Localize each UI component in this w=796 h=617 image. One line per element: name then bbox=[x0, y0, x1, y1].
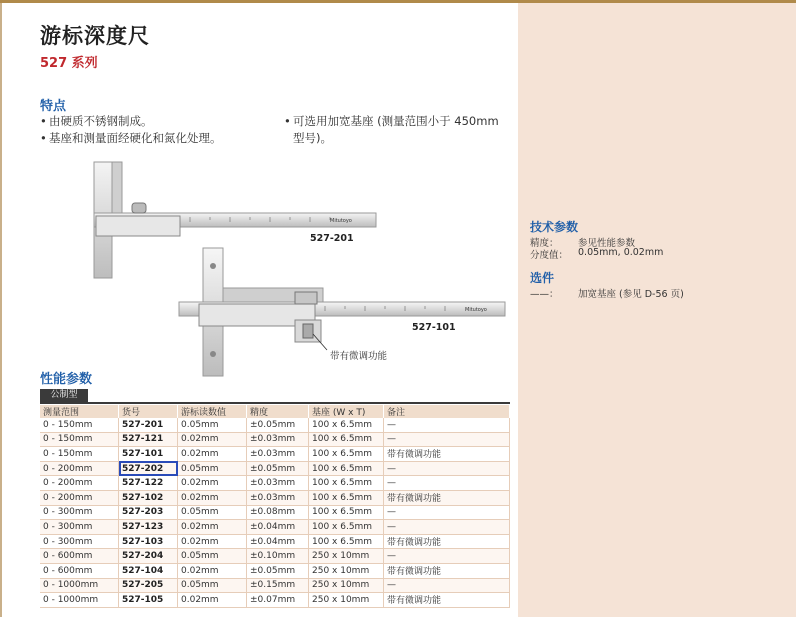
resolution-cell: 0.02mm bbox=[178, 432, 247, 447]
bullet-icon: • bbox=[40, 114, 47, 128]
col-remarks: 备注 bbox=[384, 405, 510, 418]
remarks-cell: — bbox=[384, 476, 510, 491]
base-cell: 100 x 6.5mm bbox=[309, 476, 384, 491]
remarks-cell: — bbox=[384, 505, 510, 520]
range-cell: 0 - 600mm bbox=[40, 563, 119, 578]
remarks-cell: — bbox=[384, 520, 510, 535]
tech-value-accuracy: 参见性能参数 bbox=[578, 238, 636, 249]
metric-tag: 公制型 bbox=[40, 389, 88, 402]
callout-fine-adjust: 带有微调功能 bbox=[330, 351, 388, 362]
right-side-panel bbox=[518, 3, 796, 617]
base-cell: 100 x 6.5mm bbox=[309, 447, 384, 462]
feature-item-2 bbox=[40, 130, 222, 146]
resolution-cell: 0.05mm bbox=[178, 549, 247, 564]
page-title: 游标深度尺 bbox=[40, 24, 150, 48]
range-cell: 0 - 200mm bbox=[40, 476, 119, 491]
feature-item-3-cont: 型号)。 bbox=[293, 131, 332, 145]
range-cell: 0 - 600mm bbox=[40, 549, 119, 564]
table-row bbox=[40, 505, 510, 520]
code-cell: 527-121 bbox=[119, 432, 178, 447]
accuracy-cell: ±0.15mm bbox=[247, 578, 309, 593]
base-cell: 100 x 6.5mm bbox=[309, 534, 384, 549]
code-cell: 527-205 bbox=[119, 578, 178, 593]
base-cell: 250 x 10mm bbox=[309, 563, 384, 578]
resolution-cell: 0.02mm bbox=[178, 490, 247, 505]
code-cell: 527-122 bbox=[119, 476, 178, 491]
range-cell: 0 - 200mm bbox=[40, 490, 119, 505]
table-row bbox=[40, 461, 510, 476]
accuracy-cell: ±0.04mm bbox=[247, 534, 309, 549]
options-heading: 选件 bbox=[530, 271, 555, 285]
feature-text: 可选用加宽基座 (测量范围小于 450mm bbox=[293, 114, 499, 128]
option-label: ——： bbox=[530, 289, 559, 300]
base-cell: 250 x 10mm bbox=[309, 578, 384, 593]
depth-gauge-image-527-101 bbox=[175, 244, 515, 384]
col-base: 基座 (W x T) bbox=[309, 405, 384, 418]
base-cell: 100 x 6.5mm bbox=[309, 490, 384, 505]
col-code: 货号 bbox=[119, 405, 178, 418]
table-row bbox=[40, 549, 510, 564]
bullet-icon: • bbox=[40, 131, 47, 145]
remarks-cell: 带有微调功能 bbox=[384, 447, 510, 462]
code-cell: 527-103 bbox=[119, 534, 178, 549]
range-cell: 0 - 200mm bbox=[40, 461, 119, 476]
resolution-cell: 0.02mm bbox=[178, 593, 247, 608]
col-range: 测量范围 bbox=[40, 405, 119, 418]
option-value: 加宽基座 (参见 D-56 页) bbox=[578, 289, 684, 300]
col-accuracy: 精度 bbox=[247, 405, 309, 418]
code-cell: 527-105 bbox=[119, 593, 178, 608]
performance-heading: 性能参数 bbox=[40, 372, 93, 387]
code-cell: 527-203 bbox=[119, 505, 178, 520]
accuracy-cell: ±0.05mm bbox=[247, 418, 309, 432]
range-cell: 0 - 300mm bbox=[40, 534, 119, 549]
code-cell: 527-123 bbox=[119, 520, 178, 535]
table-row bbox=[40, 520, 510, 535]
left-border bbox=[0, 3, 2, 617]
remarks-cell: 带有微调功能 bbox=[384, 490, 510, 505]
remarks-cell: — bbox=[384, 578, 510, 593]
tag-divider bbox=[40, 402, 510, 404]
remarks-cell: — bbox=[384, 432, 510, 447]
tech-heading: 技术参数 bbox=[530, 220, 579, 234]
brand-text: Mitutoyo bbox=[465, 307, 487, 313]
resolution-cell: 0.02mm bbox=[178, 534, 247, 549]
range-cell: 0 - 1000mm bbox=[40, 593, 119, 608]
range-cell: 0 - 150mm bbox=[40, 418, 119, 432]
image-caption-2: 527-101 bbox=[412, 322, 456, 333]
table-row bbox=[40, 447, 510, 462]
range-cell: 0 - 300mm bbox=[40, 520, 119, 535]
table-row bbox=[40, 563, 510, 578]
resolution-cell: 0.02mm bbox=[178, 447, 247, 462]
base-cell: 250 x 10mm bbox=[309, 593, 384, 608]
resolution-cell: 0.02mm bbox=[178, 520, 247, 535]
range-cell: 0 - 300mm bbox=[40, 505, 119, 520]
accuracy-cell: ±0.04mm bbox=[247, 520, 309, 535]
tech-label-resolution: 分度值： bbox=[530, 250, 569, 261]
remarks-cell: — bbox=[384, 418, 510, 432]
accuracy-cell: ±0.03mm bbox=[247, 476, 309, 491]
remarks-cell: — bbox=[384, 461, 510, 476]
accuracy-cell: ±0.05mm bbox=[247, 563, 309, 578]
accuracy-cell: ±0.08mm bbox=[247, 505, 309, 520]
remarks-cell: 带有微调功能 bbox=[384, 593, 510, 608]
feature-item-3 bbox=[284, 113, 499, 129]
feature-item-1 bbox=[40, 113, 153, 129]
resolution-cell: 0.05mm bbox=[178, 418, 247, 432]
table-row bbox=[40, 578, 510, 593]
feature-text: 基座和测量面经硬化和氮化处理。 bbox=[49, 131, 222, 145]
accuracy-cell: ±0.07mm bbox=[247, 593, 309, 608]
col-resolution: 游标读数值 bbox=[178, 405, 247, 418]
resolution-cell: 0.05mm bbox=[178, 505, 247, 520]
spec-table bbox=[40, 405, 510, 608]
code-cell: 527-104 bbox=[119, 563, 178, 578]
remarks-cell: 带有微调功能 bbox=[384, 534, 510, 549]
bullet-icon: • bbox=[284, 114, 291, 128]
accuracy-cell: ±0.05mm bbox=[247, 461, 309, 476]
code-cell: 527-201 bbox=[119, 418, 178, 432]
remarks-cell: — bbox=[384, 549, 510, 564]
code-cell: 527-102 bbox=[119, 490, 178, 505]
code-cell: 527-101 bbox=[119, 447, 178, 462]
table-row bbox=[40, 432, 510, 447]
table-row bbox=[40, 418, 510, 432]
code-cell: 527-202 bbox=[119, 461, 178, 476]
range-cell: 0 - 150mm bbox=[40, 432, 119, 447]
code-cell: 527-204 bbox=[119, 549, 178, 564]
table-row bbox=[40, 593, 510, 608]
accuracy-cell: ±0.10mm bbox=[247, 549, 309, 564]
resolution-cell: 0.02mm bbox=[178, 476, 247, 491]
features-heading: 特点 bbox=[40, 99, 67, 114]
brand-text: Mitutoyo bbox=[330, 218, 352, 224]
table-header-row bbox=[40, 405, 510, 418]
series-label: 527 系列 bbox=[40, 56, 98, 71]
table-row bbox=[40, 476, 510, 491]
remarks-cell: 带有微调功能 bbox=[384, 563, 510, 578]
accuracy-cell: ±0.03mm bbox=[247, 447, 309, 462]
tech-label-accuracy: 精度： bbox=[530, 238, 559, 249]
accuracy-cell: ±0.03mm bbox=[247, 490, 309, 505]
base-cell: 100 x 6.5mm bbox=[309, 520, 384, 535]
resolution-cell: 0.02mm bbox=[178, 563, 247, 578]
table-row bbox=[40, 534, 510, 549]
table-row bbox=[40, 490, 510, 505]
base-cell: 100 x 6.5mm bbox=[309, 505, 384, 520]
resolution-cell: 0.05mm bbox=[178, 578, 247, 593]
base-cell: 100 x 6.5mm bbox=[309, 432, 384, 447]
base-cell: 100 x 6.5mm bbox=[309, 461, 384, 476]
feature-text: 由硬质不锈钢制成。 bbox=[49, 114, 153, 128]
tech-value-resolution: 0.05mm, 0.02mm bbox=[578, 247, 664, 258]
base-cell: 100 x 6.5mm bbox=[309, 418, 384, 432]
accuracy-cell: ±0.03mm bbox=[247, 432, 309, 447]
resolution-cell: 0.05mm bbox=[178, 461, 247, 476]
range-cell: 0 - 1000mm bbox=[40, 578, 119, 593]
base-cell: 250 x 10mm bbox=[309, 549, 384, 564]
range-cell: 0 - 150mm bbox=[40, 447, 119, 462]
image-caption-1: 527-201 bbox=[310, 233, 354, 244]
